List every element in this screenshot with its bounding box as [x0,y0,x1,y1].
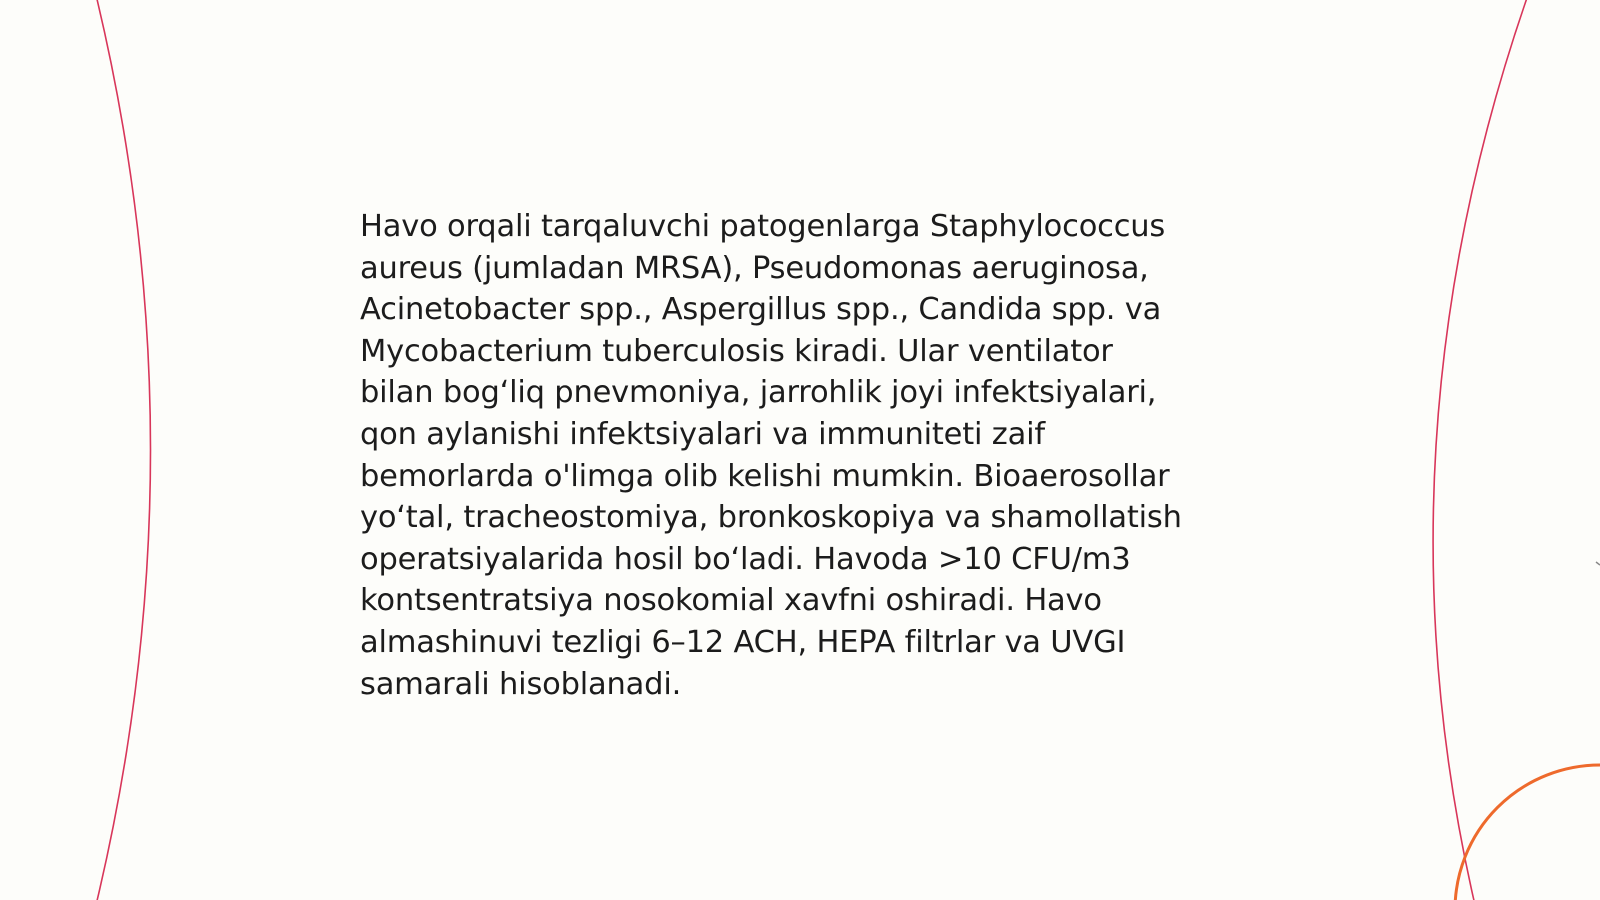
body-line: yo‘tal, tracheostomiya, bronkoskopiya va shamollatish [360,500,1182,536]
body-line: almashinuvi tezligi 6–12 ACH, HEPA filtrlar va UVGI [360,624,1126,660]
orange-circle-arc [1455,765,1600,900]
right-edge-mark [1596,562,1600,565]
body-line: operatsiyalarida hosil bo‘ladi. Havoda >10 CFU/m3 [360,541,1131,577]
body-line: aureus (jumladan MRSA), Pseudomonas aeruginosa, [360,250,1149,286]
body-line: bilan bog‘liq pnevmoniya, jarrohlik joyi infektsiyalari, [360,375,1157,411]
left-arc-line [96,0,151,900]
body-line: Mycobacterium tuberculosis kiradi. Ular ventilator [360,333,1113,369]
body-line: Acinetobacter spp., Aspergillus spp., Candida spp. va [360,292,1162,328]
body-line: Havo orqali tarqaluvchi patogenlarga Staphylococcus [360,209,1166,244]
body-line: kontsentratsiya nosokomial xavfni oshiradi. Havo [360,583,1102,619]
right-arc-line [1433,0,1528,900]
slide-body-text [360,206,1260,705]
body-line: samarali hisoblanadi. [360,666,682,702]
body-line: bemorlarda o'limga olib kelishi mumkin. Bioaerosollar [360,458,1170,494]
body-line: qon aylanishi infektsiyalari va immuniteti zaif [360,416,1045,452]
